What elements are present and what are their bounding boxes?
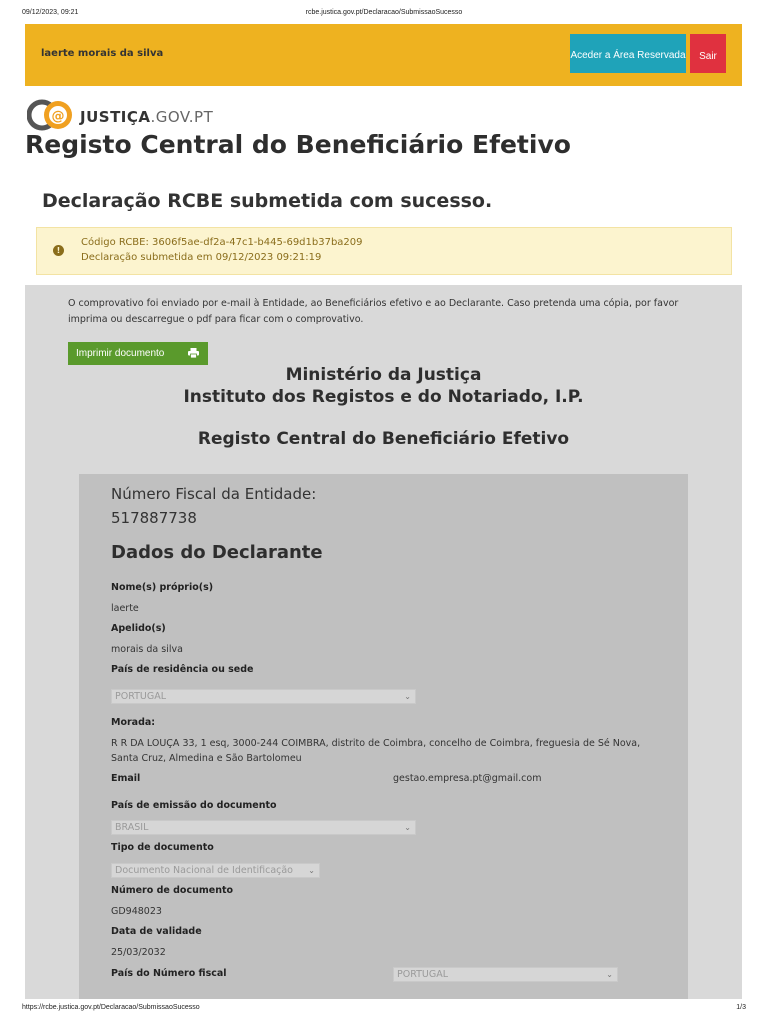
surnames-value: morais da silva — [111, 644, 183, 655]
chevron-down-icon: ⌄ — [404, 823, 411, 832]
receipt-panel — [25, 285, 742, 999]
tax-country-label: País do Número fiscal — [111, 968, 227, 979]
print-url: rcbe.justica.gov.pt/Declaracao/SubmissaoSucesso — [305, 9, 463, 16]
reserved-area-button[interactable]: Aceder a Área Reservada — [570, 34, 686, 73]
chevron-down-icon: ⌄ — [606, 970, 613, 979]
submission-alert — [36, 227, 732, 275]
residence-country-value: PORTUGAL — [115, 691, 167, 702]
exclamation-icon: ! — [53, 245, 64, 256]
user-name: laerte morais da silva — [41, 48, 164, 59]
rcbe-code: Código RCBE: 3606f5ae-df2a-47c1-b445-69d1b37ba209 — [81, 237, 363, 248]
nif-label: Número Fiscal da Entidade: — [111, 485, 317, 503]
exit-button[interactable]: Sair — [690, 34, 726, 73]
print-button-label: Imprimir documento — [76, 348, 165, 359]
logo-domain: .GOV.PT — [150, 108, 214, 126]
chevron-down-icon: ⌄ — [308, 866, 315, 875]
doc-number-label: Número de documento — [111, 885, 234, 896]
doc-country-label: País de emissão do documento — [111, 800, 277, 811]
tax-country-select[interactable] — [393, 967, 618, 982]
address-value: R R DA LOUÇA 33, 1 esq, 3000-244 COIMBRA, distrito de Coimbra, concelho de Coimbra, freguesia de Sé Nova, Santa Cruz, Almedina e São Bartolomeu — [111, 738, 641, 764]
email-label: Email — [111, 773, 141, 784]
residence-country-label: País de residência ou sede — [111, 664, 254, 675]
chevron-down-icon: ⌄ — [404, 692, 411, 701]
validity-value: 25/03/2032 — [111, 947, 166, 958]
logo-brand: JUSTIÇA — [80, 108, 151, 126]
ministry-heading: Ministério da Justiça — [285, 365, 482, 385]
doc-country-select[interactable] — [111, 820, 416, 835]
print-document-button[interactable] — [68, 342, 208, 365]
print-date: 09/12/2023, 09:21 — [22, 9, 79, 16]
email-value: gestao.empresa.pt@gmail.com — [393, 773, 542, 784]
success-title: Declaração RCBE submetida com sucesso. — [42, 190, 493, 212]
printer-icon — [188, 348, 199, 358]
svg-text:@: @ — [51, 109, 65, 124]
institute-heading: Instituto dos Registos e do Notariado, I.P. — [183, 387, 584, 407]
doc-type-select[interactable] — [111, 863, 320, 878]
page-number: 1/3 — [736, 1004, 746, 1011]
submission-date: Declaração submetida em 09/12/2023 09:21:19 — [81, 252, 322, 263]
logo-wordmark — [80, 108, 213, 126]
tax-country-value: PORTUGAL — [397, 969, 449, 980]
print-header — [22, 9, 746, 21]
doc-number-value: GD948023 — [111, 906, 162, 917]
justica-logo[interactable] — [27, 98, 217, 132]
nif-value: 517887738 — [111, 509, 197, 527]
top-bar — [25, 24, 742, 86]
doc-country-value: BRASIL — [115, 822, 149, 833]
surnames-label: Apelido(s) — [111, 623, 166, 634]
print-footer — [22, 1004, 746, 1016]
given-names-value: laerte — [111, 603, 139, 614]
footer-url: https://rcbe.justica.gov.pt/Declaracao/SubmissaoSucesso — [22, 1004, 200, 1011]
intro-text: O comprovativo foi enviado por e-mail à Entidade, ao Beneficiários efetivo e ao Declarante. Caso pretenda uma cópia, por favor imprima ou descarregue o pdf para ficar com o comprovativo. — [68, 298, 679, 325]
address-label: Morada: — [111, 717, 156, 728]
validity-label: Data de validade — [111, 926, 202, 937]
doc-type-value: Documento Nacional de Identificação — [115, 865, 293, 876]
declarant-section-title: Dados do Declarante — [111, 542, 323, 563]
justica-logo-icon — [27, 98, 77, 132]
declarant-box — [79, 474, 688, 999]
page-title: Registo Central do Beneficiário Efetivo — [25, 130, 571, 159]
residence-country-select[interactable] — [111, 689, 416, 704]
given-names-label: Nome(s) próprio(s) — [111, 582, 214, 593]
doc-type-label: Tipo de documento — [111, 842, 214, 853]
registry-heading: Registo Central do Beneficiário Efetivo — [197, 429, 570, 449]
